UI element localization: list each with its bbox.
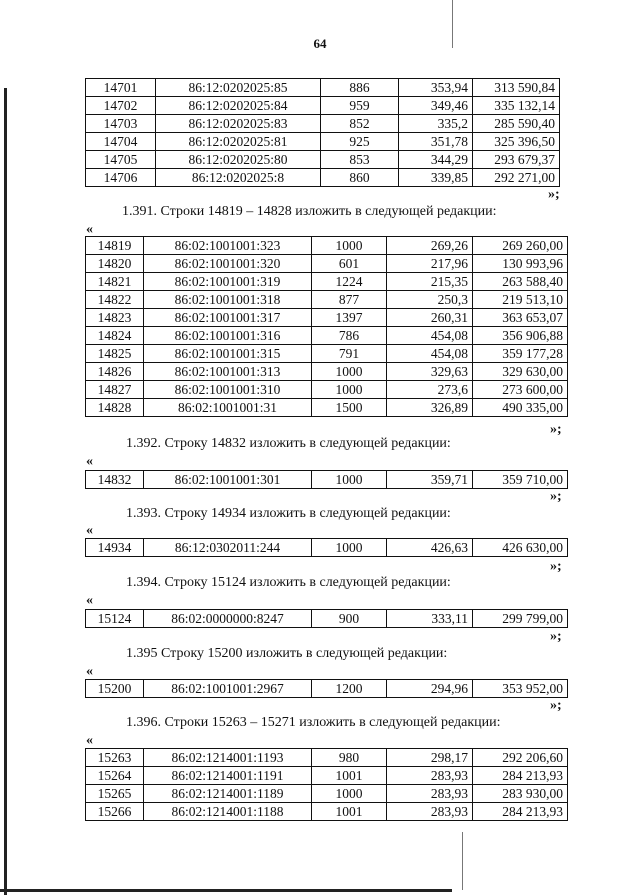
- rate-cell: 351,78: [399, 133, 473, 151]
- row-number-cell: 14701: [86, 79, 156, 97]
- rate-cell: 283,93: [387, 803, 473, 821]
- table-rows-15263-15271: [85, 748, 568, 821]
- quote-open: «: [86, 664, 93, 679]
- row-number-cell: 14824: [86, 327, 144, 345]
- row-number-cell: 14704: [86, 133, 156, 151]
- row-number-cell: 14706: [86, 169, 156, 187]
- cadastral-number-cell: 86:02:1214001:1193: [144, 749, 312, 767]
- cadastral-number-cell: 86:02:1001001:31: [144, 399, 312, 417]
- cadastral-number-cell: 86:12:0202025:83: [156, 115, 321, 133]
- area-cell: 1000: [312, 381, 387, 399]
- cadastral-number-cell: 86:12:0202025:8: [156, 169, 321, 187]
- table-row: [86, 79, 560, 97]
- rate-cell: 339,85: [399, 169, 473, 187]
- area-cell: 1000: [312, 471, 387, 489]
- cadastral-number-cell: 86:02:1001001:318: [144, 291, 312, 309]
- value-cell: 426 630,00: [473, 539, 568, 557]
- table-row-14934: [85, 538, 568, 557]
- rate-cell: 260,31: [387, 309, 473, 327]
- area-cell: 601: [312, 255, 387, 273]
- area-cell: 959: [321, 97, 399, 115]
- value-cell: 359 177,28: [473, 345, 568, 363]
- area-cell: 1000: [312, 363, 387, 381]
- rate-cell: 294,96: [387, 680, 473, 698]
- value-cell: 353 952,00: [473, 680, 568, 698]
- cadastral-number-cell: 86:02:1001001:301: [144, 471, 312, 489]
- section-heading-1391: 1.391. Строки 14819 – 14828 изложить в следующей редакции:: [122, 204, 497, 219]
- area-cell: 1001: [312, 803, 387, 821]
- value-cell: 335 132,14: [473, 97, 560, 115]
- row-number-cell: 14819: [86, 237, 144, 255]
- area-cell: 900: [312, 610, 387, 628]
- rate-cell: 283,93: [387, 785, 473, 803]
- rate-cell: 349,46: [399, 97, 473, 115]
- rate-cell: 250,3: [387, 291, 473, 309]
- quote-close: »;: [550, 629, 562, 644]
- table-row: [86, 399, 568, 417]
- rate-cell: 454,08: [387, 327, 473, 345]
- value-cell: 292 206,60: [473, 749, 568, 767]
- row-number-cell: 14820: [86, 255, 144, 273]
- area-cell: 1500: [312, 399, 387, 417]
- row-number-cell: 14832: [86, 471, 144, 489]
- quote-close: »;: [548, 187, 560, 202]
- quote-close: »;: [550, 559, 562, 574]
- table-row-15200: [85, 679, 568, 698]
- rate-cell: 329,63: [387, 363, 473, 381]
- table-row: [86, 381, 568, 399]
- table-row: [86, 363, 568, 381]
- area-cell: 852: [321, 115, 399, 133]
- quote-open: «: [86, 454, 93, 469]
- rate-cell: 269,26: [387, 237, 473, 255]
- area-cell: 925: [321, 133, 399, 151]
- cadastral-number-cell: 86:12:0202025:80: [156, 151, 321, 169]
- page-number: 64: [313, 36, 327, 51]
- table-row: [86, 803, 568, 821]
- table-row: [86, 610, 568, 628]
- quote-open: «: [86, 222, 93, 237]
- value-cell: 325 396,50: [473, 133, 560, 151]
- value-cell: 313 590,84: [473, 79, 560, 97]
- area-cell: 786: [312, 327, 387, 345]
- quote-close: »;: [550, 422, 562, 437]
- table-row: [86, 97, 560, 115]
- section-heading-1395: 1.395 Строку 15200 изложить в следующей редакции:: [126, 646, 448, 661]
- cadastral-number-cell: 86:02:1001001:316: [144, 327, 312, 345]
- table-row: [86, 767, 568, 785]
- rate-cell: 426,63: [387, 539, 473, 557]
- cadastral-number-cell: 86:12:0302011:244: [144, 539, 312, 557]
- value-cell: 284 213,93: [473, 803, 568, 821]
- rate-cell: 353,94: [399, 79, 473, 97]
- cadastral-number-cell: 86:12:0202025:84: [156, 97, 321, 115]
- row-number-cell: 14822: [86, 291, 144, 309]
- value-cell: 130 993,96: [473, 255, 568, 273]
- row-number-cell: 14828: [86, 399, 144, 417]
- cadastral-number-cell: 86:02:1214001:1191: [144, 767, 312, 785]
- row-number-cell: 15264: [86, 767, 144, 785]
- area-cell: 1001: [312, 767, 387, 785]
- table-row: [86, 169, 560, 187]
- area-cell: 877: [312, 291, 387, 309]
- area-cell: 853: [321, 151, 399, 169]
- area-cell: 886: [321, 79, 399, 97]
- cadastral-number-cell: 86:02:1001001:323: [144, 237, 312, 255]
- table-row: [86, 785, 568, 803]
- value-cell: 284 213,93: [473, 767, 568, 785]
- area-cell: 1397: [312, 309, 387, 327]
- rate-cell: 344,29: [399, 151, 473, 169]
- area-cell: 1000: [312, 539, 387, 557]
- section-heading-1394: 1.394. Строку 15124 изложить в следующей редакции:: [126, 575, 451, 590]
- row-number-cell: 14827: [86, 381, 144, 399]
- value-cell: 285 590,40: [473, 115, 560, 133]
- cadastral-number-cell: 86:02:1001001:317: [144, 309, 312, 327]
- scan-line-top: [452, 0, 453, 48]
- value-cell: 269 260,00: [473, 237, 568, 255]
- row-number-cell: 14934: [86, 539, 144, 557]
- rate-cell: 217,96: [387, 255, 473, 273]
- value-cell: 293 679,37: [473, 151, 560, 169]
- table-row-14832: [85, 470, 568, 489]
- value-cell: 329 630,00: [473, 363, 568, 381]
- row-number-cell: 14826: [86, 363, 144, 381]
- row-number-cell: 15200: [86, 680, 144, 698]
- row-number-cell: 14705: [86, 151, 156, 169]
- section-heading-1396: 1.396. Строки 15263 – 15271 изложить в следующей редакции:: [126, 715, 501, 730]
- table-row: [86, 471, 568, 489]
- value-cell: 292 271,00: [473, 169, 560, 187]
- area-cell: 791: [312, 345, 387, 363]
- table-row: [86, 237, 568, 255]
- cadastral-number-cell: 86:02:1001001:320: [144, 255, 312, 273]
- rate-cell: 215,35: [387, 273, 473, 291]
- rate-cell: 454,08: [387, 345, 473, 363]
- rate-cell: 335,2: [399, 115, 473, 133]
- cadastral-number-cell: 86:02:1001001:2967: [144, 680, 312, 698]
- table-row: [86, 327, 568, 345]
- value-cell: 299 799,00: [473, 610, 568, 628]
- area-cell: 1224: [312, 273, 387, 291]
- rate-cell: 333,11: [387, 610, 473, 628]
- scan-line-bottom: [462, 832, 463, 890]
- table-row: [86, 255, 568, 273]
- quote-close: »;: [550, 698, 562, 713]
- rate-cell: 283,93: [387, 767, 473, 785]
- cadastral-number-cell: 86:02:0000000:8247: [144, 610, 312, 628]
- section-heading-1393: 1.393. Строку 14934 изложить в следующей редакции:: [126, 506, 451, 521]
- row-number-cell: 15266: [86, 803, 144, 821]
- row-number-cell: 14702: [86, 97, 156, 115]
- rate-cell: 326,89: [387, 399, 473, 417]
- row-number-cell: 14703: [86, 115, 156, 133]
- scan-edge-left: [4, 88, 7, 895]
- cadastral-number-cell: 86:12:0202025:81: [156, 133, 321, 151]
- row-number-cell: 14823: [86, 309, 144, 327]
- quote-open: «: [86, 523, 93, 538]
- table-row: [86, 345, 568, 363]
- cadastral-number-cell: 86:02:1214001:1189: [144, 785, 312, 803]
- row-number-cell: 15124: [86, 610, 144, 628]
- area-cell: 1200: [312, 680, 387, 698]
- value-cell: 219 513,10: [473, 291, 568, 309]
- scan-edge-bottom: [0, 889, 452, 892]
- row-number-cell: 14825: [86, 345, 144, 363]
- area-cell: 1000: [312, 785, 387, 803]
- table-row: [86, 539, 568, 557]
- value-cell: 359 710,00: [473, 471, 568, 489]
- table-row: [86, 680, 568, 698]
- value-cell: 490 335,00: [473, 399, 568, 417]
- value-cell: 356 906,88: [473, 327, 568, 345]
- rate-cell: 298,17: [387, 749, 473, 767]
- quote-open: «: [86, 733, 93, 748]
- rate-cell: 273,6: [387, 381, 473, 399]
- cadastral-number-cell: 86:02:1214001:1188: [144, 803, 312, 821]
- table-row: [86, 749, 568, 767]
- row-number-cell: 14821: [86, 273, 144, 291]
- section-heading-1392: 1.392. Строку 14832 изложить в следующей редакции:: [126, 436, 451, 451]
- cadastral-number-cell: 86:12:0202025:85: [156, 79, 321, 97]
- row-number-cell: 15265: [86, 785, 144, 803]
- rate-cell: 359,71: [387, 471, 473, 489]
- value-cell: 283 930,00: [473, 785, 568, 803]
- value-cell: 363 653,07: [473, 309, 568, 327]
- table-rows-14701-14706: [85, 78, 560, 187]
- cadastral-number-cell: 86:02:1001001:319: [144, 273, 312, 291]
- value-cell: 273 600,00: [473, 381, 568, 399]
- area-cell: 1000: [312, 237, 387, 255]
- area-cell: 980: [312, 749, 387, 767]
- table-rows-14819-14828: [85, 236, 568, 417]
- table-row: [86, 309, 568, 327]
- table-row: [86, 115, 560, 133]
- table-row: [86, 273, 568, 291]
- quote-close: »;: [550, 489, 562, 504]
- table-row-15124: [85, 609, 568, 628]
- cadastral-number-cell: 86:02:1001001:313: [144, 363, 312, 381]
- table-row: [86, 151, 560, 169]
- cadastral-number-cell: 86:02:1001001:310: [144, 381, 312, 399]
- area-cell: 860: [321, 169, 399, 187]
- table-row: [86, 291, 568, 309]
- quote-open: «: [86, 593, 93, 608]
- table-row: [86, 133, 560, 151]
- value-cell: 263 588,40: [473, 273, 568, 291]
- row-number-cell: 15263: [86, 749, 144, 767]
- cadastral-number-cell: 86:02:1001001:315: [144, 345, 312, 363]
